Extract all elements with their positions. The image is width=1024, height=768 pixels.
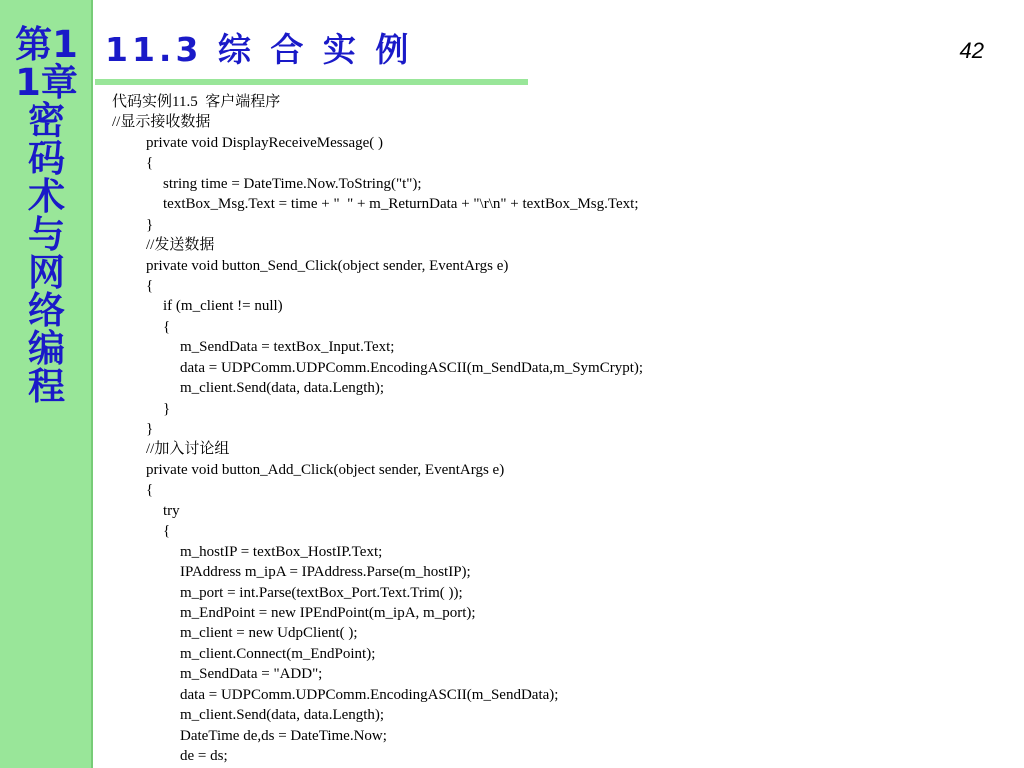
code-line: m_port = int.Parse(textBox_Port.Text.Trim( )); [180, 584, 463, 601]
chapter-sidebar [0, 0, 93, 768]
code-line: m_client.Send(data, data.Length); [180, 380, 385, 397]
code-line: IPAddress m_ipA = IPAddress.Parse(m_hostIP); [180, 564, 471, 581]
code-line: { [163, 523, 171, 540]
code-line: private void button_Add_Click(object sender, EventArgs e) [146, 461, 505, 478]
page-number: 42 [959, 38, 984, 63]
code-listing [112, 92, 1012, 766]
code-line: } [146, 421, 154, 437]
code-line: string time = DateTime.Now.ToString("t"); [163, 175, 422, 192]
code-line: m_SendData = "ADD"; [180, 666, 323, 683]
title-underline [95, 79, 528, 85]
code-line: textBox_Msg.Text = time + " " + m_ReturnData + "\r\n" + textBox_Msg.Text; [163, 196, 639, 213]
code-line: m_SendData = textBox_Input.Text; [180, 339, 395, 356]
code-line: DateTime de,ds = DateTime.Now; [180, 727, 387, 744]
code-line: //发送数据 [146, 237, 215, 254]
code-line: de = ds; [180, 748, 228, 764]
code-line: private void button_Send_Click(object sender, EventArgs e) [146, 257, 509, 274]
code-line: { [146, 155, 154, 172]
code-line: { [146, 482, 154, 499]
code-line: m_client = new UdpClient( ); [180, 625, 358, 642]
code-line: try [163, 502, 180, 519]
code-line: //显示接收数据 [112, 114, 211, 131]
code-line: } [146, 216, 154, 233]
code-line: m_client.Connect(m_EndPoint); [180, 645, 376, 662]
code-line: m_hostIP = textBox_HostIP.Text; [180, 543, 383, 560]
code-line: 代码实例11.5 客户端程序 [112, 94, 281, 110]
code-line: data = UDPComm.UDPComm.EncodingASCII(m_SendData); [180, 686, 559, 703]
code-line: private void DisplayReceiveMessage( ) [146, 134, 384, 151]
code-line: { [163, 318, 171, 335]
code-line: data = UDPComm.UDPComm.EncodingASCII(m_SendData,m_SymCrypt); [180, 359, 644, 376]
code-line: if (m_client != null) [163, 298, 283, 315]
code-line: } [163, 400, 171, 417]
code-line: m_client.Send(data, data.Length); [180, 707, 385, 724]
code-line: { [146, 277, 154, 294]
chapter-title: 第11章 密码术与网络编程 [15, 23, 78, 408]
code-line: m_EndPoint = new IPEndPoint(m_ipA, m_port); [180, 604, 476, 621]
code-line: //加入讨论组 [146, 441, 230, 458]
section-title: 11.3 综 合 实 例 [105, 30, 413, 69]
